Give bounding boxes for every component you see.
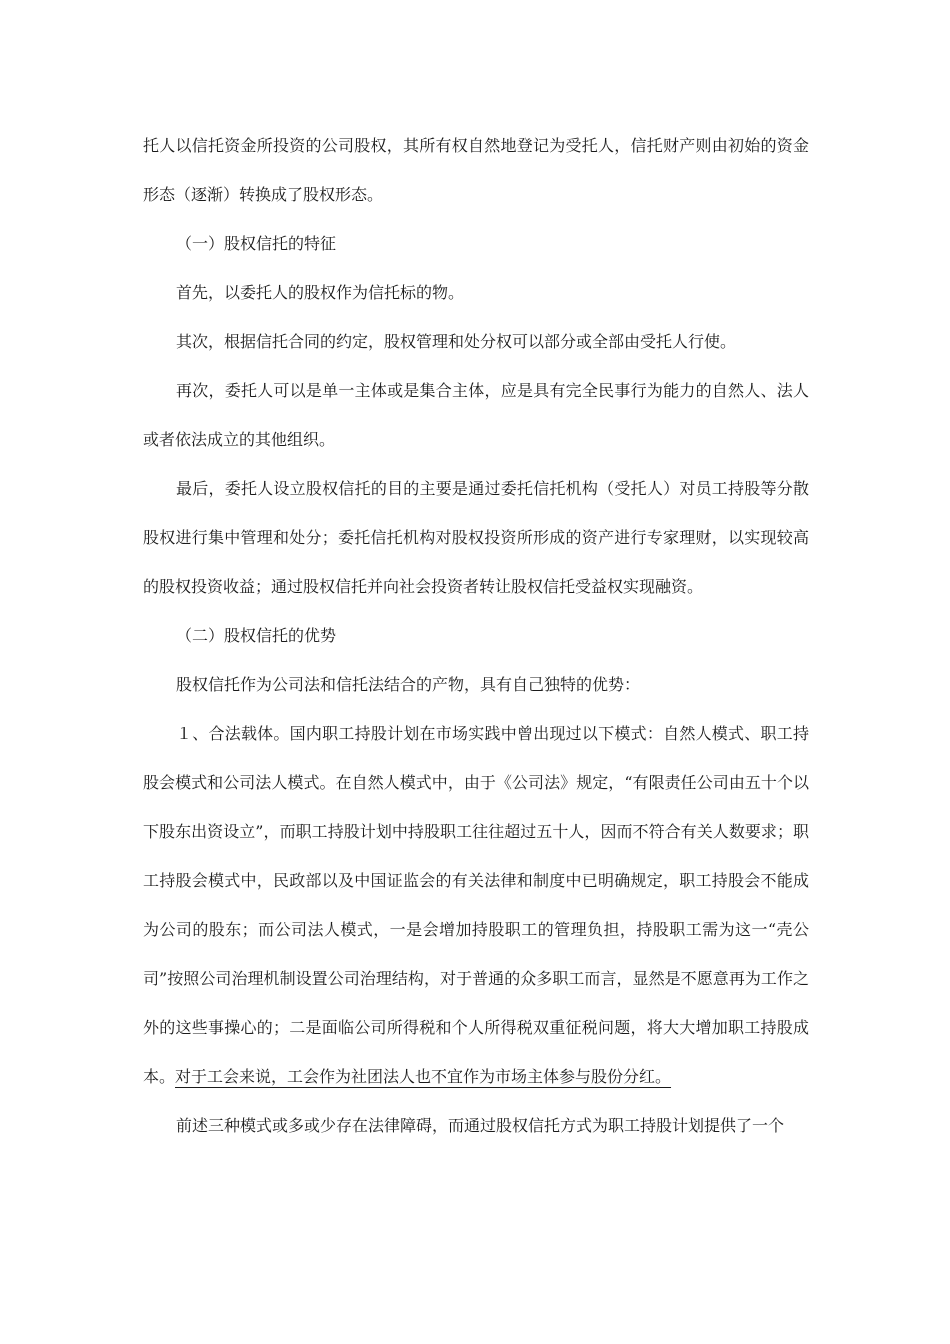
paragraph-text: 再次，委托人可以是单一主体或是集合主体，应是具有完全民事行为能力的自然人、法人或者依法成立的其他组织。	[143, 381, 809, 449]
heading-text: （一）股权信托的特征	[176, 234, 337, 253]
paragraph-text: 前述三种模式或多或少存在法律障碍，而通过股权信托方式为职工持股计划提供了一个	[176, 1116, 785, 1135]
paragraph-text: 托人以信托资金所投资的公司股权，其所有权自然地登记为受托人，信托财产则由初始的资金形态（逐渐）转换成了股权形态。	[143, 136, 809, 204]
paragraph-text: 最后，委托人设立股权信托的目的主要是通过委托信托机构（受托人）对员工持股等分散股权进行集中管理和处分；委托信托机构对股权投资所形成的资产进行专家理财，以实现较高的股权投资收益；通过股权信托并向社会投资者转让股权信托受益权实现融资。	[143, 479, 809, 596]
paragraph-text: １、合法载体。国内职工持股计划在市场实践中曾出现过以下模式：自然人模式、职工持股会模式和公司法人模式。在自然人模式中，由于《公司法》规定，“有限责任公司由五十个以下股东出资设立”，而职工持股计划中持股职工往往超过五十人，因而不符合有关人数要求；职工持股会模式中，民政部以及中国证监会的有关法律和制度中已明确规定，职工持股会不能成为公司的股东；而公司法人模式，一是会增加持股职工的管理负担，持股职工需为这一“壳公司”按照公司治理机制设置公司治理结构，对于普通的众多职工而言，显然是不愿意再为工作之外的这些事操心的；二是面临公司所得税和个人所得税双重征税问题，将大大增加职工持股成本。	[143, 724, 809, 1086]
paragraph-advantages-intro	[143, 660, 809, 709]
section-heading-advantages	[143, 611, 809, 660]
paragraph-finally	[143, 464, 809, 611]
document-body	[143, 121, 809, 1150]
paragraph-first	[143, 268, 809, 317]
paragraph-legal-carrier	[143, 709, 809, 1101]
paragraph-second	[143, 317, 809, 366]
paragraph-text: 其次，根据信托合同的约定，股权管理和处分权可以部分或全部由受托人行使。	[176, 332, 737, 351]
paragraph-continuation	[143, 121, 809, 219]
heading-text: （二）股权信托的优势	[176, 626, 337, 645]
paragraph-text: 股权信托作为公司法和信托法结合的产物，具有自己独特的优势：	[176, 675, 641, 694]
underlined-text: 对于工会来说，工会作为社团法人也不宜作为市场主体参与股份分红。	[175, 1067, 672, 1086]
section-heading-features	[143, 219, 809, 268]
paragraph-third	[143, 366, 809, 464]
paragraph-text: 首先，以委托人的股权作为信托标的物。	[176, 283, 465, 302]
paragraph-three-models	[143, 1101, 809, 1150]
